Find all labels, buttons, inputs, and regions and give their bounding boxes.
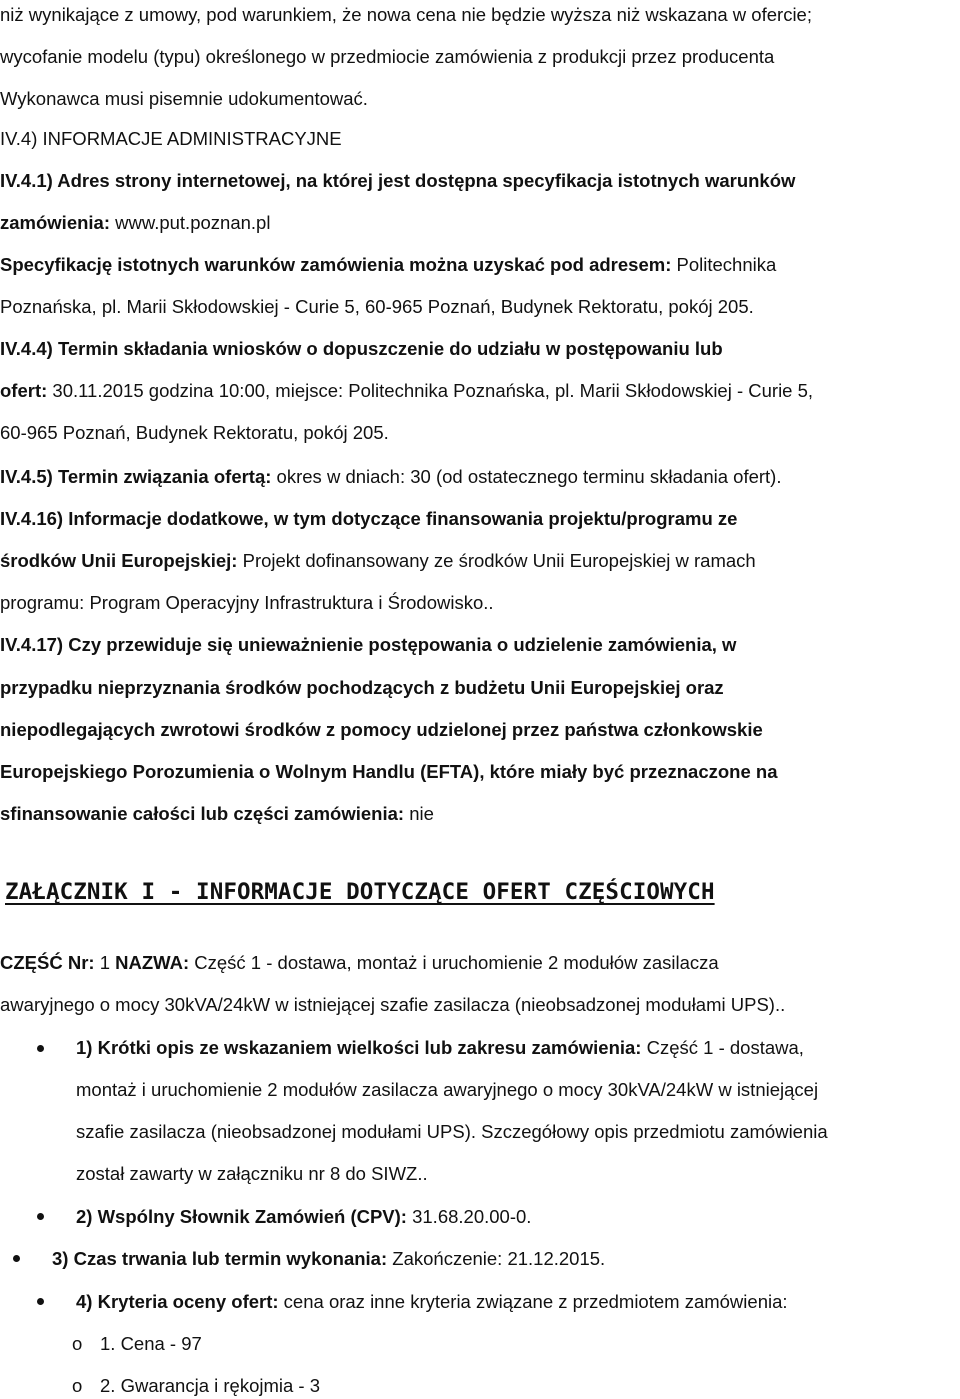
name-value-line-2: awaryjnego o mocy 30kVA/24kW w istniejącej szafie zasilacza (nieobsadzonej modułami UPS).. — [0, 994, 786, 1015]
intro-line-2: wycofanie modelu (typu) określonego w przedmiocie zamówienia z produkcji przez producenta — [0, 46, 775, 67]
iv-4-17-value: nie — [404, 803, 434, 824]
item-3-line — [52, 1248, 605, 1270]
name-value: Część 1 - dostawa, montaż i uruchomienie 2 modułów zasilacza — [189, 952, 719, 973]
iv-4-5-value: okres w dniach: 30 (od ostatecznego terminu składania ofert). — [271, 466, 782, 487]
iv-4-17-line-2: przypadku nieprzyznania środków pochodzących z budżetu Unii Europejskiej oraz — [0, 677, 724, 698]
siwz-address-value: Politechnika — [671, 254, 777, 275]
iv-4-16-label: IV.4.16) Informacje dodatkowe, w tym dotyczące finansowania projektu/programu ze — [0, 508, 738, 529]
bullet-icon — [37, 1298, 44, 1305]
iv-4-17-line-4: Europejskiego Porozumienia o Wolnym Handlu (EFTA), które miały być przeznaczone na — [0, 761, 778, 782]
intro-line-3: Wykonawca musi pisemnie udokumentować. — [0, 88, 368, 109]
item-1-line-2: montaż i uruchomienie 2 modułów zasilacza awaryjnego o mocy 30kVA/24kW w istniejącej — [76, 1079, 819, 1100]
iv-4-1-label-b: zamówienia: — [0, 212, 110, 233]
iv-4-16-line-2 — [0, 550, 756, 572]
iv-4-16-label-b: środków Unii Europejskiej: — [0, 550, 238, 571]
circle-bullet-icon: o — [72, 1333, 83, 1354]
iv-4-4-label-b: ofert: — [0, 380, 48, 401]
item-1-label: 1) Krótki opis ze wskazaniem wielkości lub zakresu zamówienia: — [76, 1037, 642, 1058]
circle-bullet-icon: o — [72, 1375, 83, 1396]
item-2-line — [76, 1206, 531, 1228]
item-4-label: 4) Kryteria oceny ofert: — [76, 1291, 279, 1312]
criterion-2: 2. Gwarancja i rękojmia - 3 — [100, 1375, 321, 1396]
item-1-line-1 — [76, 1037, 804, 1059]
item-2-label: 2) Wspólny Słownik Zamówień (CPV): — [76, 1206, 407, 1227]
siwz-address-label: Specyfikację istotnych warunków zamówienia można uzyskać pod adresem: — [0, 254, 672, 275]
section-heading: IV.4) INFORMACJE ADMINISTRACYJNE — [0, 128, 342, 149]
bullet-icon — [37, 1213, 44, 1220]
iv-4-4-line-3: 60-965 Poznań, Budynek Rektoratu, pokój 205. — [0, 422, 389, 443]
name-label: NAZWA: — [115, 952, 190, 973]
part-line — [0, 952, 719, 974]
website-url: www.put.poznan.pl — [110, 212, 271, 233]
iv-4-16-value: Projekt dofinansowany ze środków Unii Europejskiej w ramach — [237, 550, 756, 571]
item-1-line-3: szafie zasilacza (nieobsadzonej modułami UPS). Szczegółowy opis przedmiotu zamówienia — [76, 1121, 828, 1142]
iv-4-1-line-2 — [0, 212, 270, 234]
item-2-value: 31.68.20.00-0. — [406, 1206, 532, 1227]
item-4-value: cena oraz inne kryteria związane z przedmiotem zamówienia: — [278, 1291, 788, 1312]
item-1-value: Część 1 - dostawa, — [641, 1037, 804, 1058]
item-4-line — [76, 1291, 788, 1313]
iv-4-17-line-5 — [0, 803, 434, 825]
item-1-line-4: został zawarty w załączniku nr 8 do SIWZ.. — [76, 1163, 428, 1184]
item-3-value: Zakończenie: 21.12.2015. — [387, 1248, 606, 1269]
intro-line-1: niż wynikające z umowy, pod warunkiem, że nowa cena nie będzie wyższa niż wskazana w ofercie; — [0, 4, 812, 25]
siwz-address-line-2: Poznańska, pl. Marii Skłodowskiej - Curie 5, 60-965 Poznań, Budynek Rektoratu, pokój 205. — [0, 296, 754, 317]
part-number: 1 — [94, 952, 116, 973]
iv-4-16-line-3: programu: Program Operacyjny Infrastruktura i Środowisko.. — [0, 592, 494, 613]
iv-4-4-line-2 — [0, 380, 813, 402]
iv-4-17-label-e: sfinansowanie całości lub części zamówienia: — [0, 803, 405, 824]
item-3-label: 3) Czas trwania lub termin wykonania: — [52, 1248, 388, 1269]
part-label: CZĘŚĆ Nr: — [0, 952, 95, 973]
iv-4-5-line — [0, 466, 781, 488]
iv-4-4-value: 30.11.2015 godzina 10:00, miejsce: Politechnika Poznańska, pl. Marii Skłodowskiej - Curie 5, — [47, 380, 814, 401]
iv-4-17-line-3: niepodlegających zwrotowi środków z pomocy udzielonej przez państwa członkowskie — [0, 719, 763, 740]
siwz-address-line — [0, 254, 776, 276]
criterion-1: 1. Cena - 97 — [100, 1333, 202, 1354]
bullet-icon — [37, 1045, 44, 1052]
iv-4-1-label: IV.4.1) Adres strony internetowej, na której jest dostępna specyfikacja istotnych warunków — [0, 170, 796, 191]
annex-heading: ZAŁĄCZNIK I - INFORMACJE DOTYCZĄCE OFERT CZĘŚCIOWYCH — [5, 879, 715, 905]
bullet-icon — [13, 1255, 20, 1262]
iv-4-5-label: IV.4.5) Termin związania ofertą: — [0, 466, 272, 487]
iv-4-4-label: IV.4.4) Termin składania wniosków o dopuszczenie do udziału w postępowaniu lub — [0, 338, 723, 359]
iv-4-17-line-1: IV.4.17) Czy przewiduje się unieważnienie postępowania o udzielenie zamówienia, w — [0, 634, 737, 655]
